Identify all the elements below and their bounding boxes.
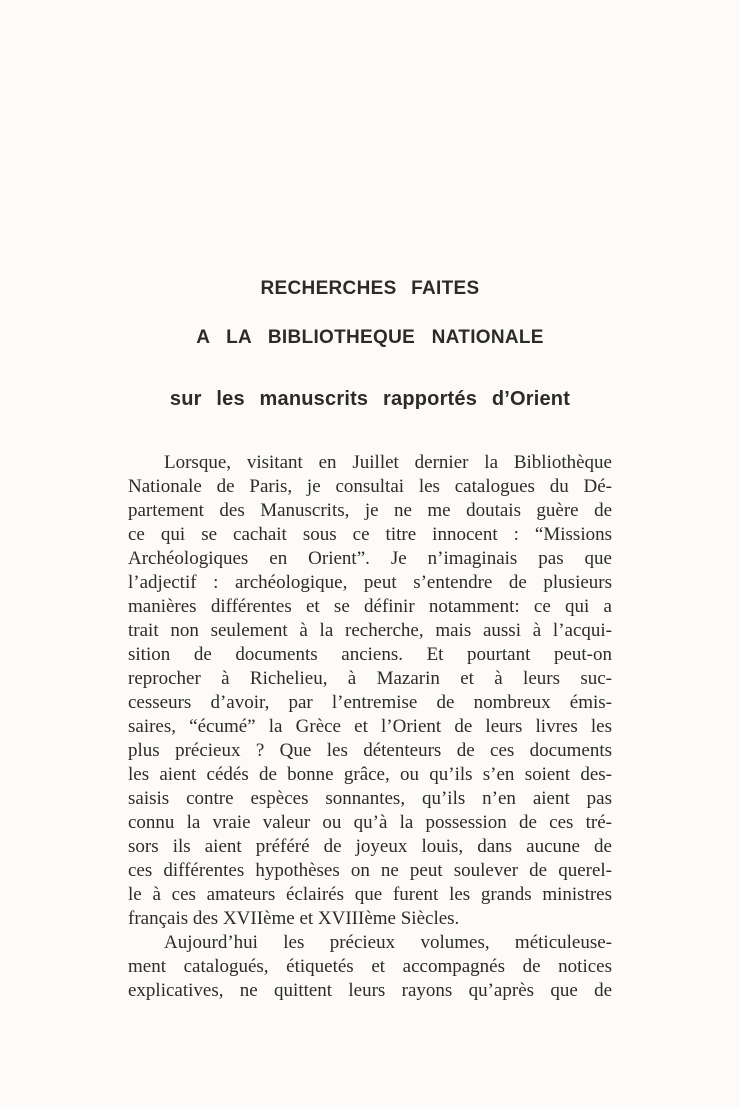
body-line: ment catalogués, étiquetés et accompagnés de notices — [128, 956, 612, 977]
page-title-line-2: A LA BIBLIOTHEQUE NATIONALE — [196, 327, 544, 348]
body-line: saisis contre espèces sonnantes, qu’ils n’en aient pas — [128, 788, 612, 809]
body-line: cesseurs d’avoir, par l’entremise de nombreux émis- — [128, 692, 612, 713]
page-title-line-1: RECHERCHES FAITES — [260, 278, 480, 299]
body-line: trait non seulement à la recherche, mais aussi à l’acqui- — [128, 620, 612, 641]
body-line: manières différentes et se définir notamment: ce qui a — [128, 596, 612, 617]
body-line: les aient cédés de bonne grâce, ou qu’ils s’en soient des- — [128, 764, 612, 785]
page-subtitle: sur les manuscrits rapportés d’Orient — [169, 388, 571, 410]
body-line: français des XVIIème et XVIIIème Siècles. — [128, 908, 460, 929]
body-text — [128, 451, 612, 1003]
body-line: plus précieux ? Que les détenteurs de ces documents — [128, 740, 612, 761]
body-line: le à ces amateurs éclairés que furent les grands ministres — [128, 884, 612, 905]
body-line: sors ils aient préféré de joyeux louis, dans aucune de — [128, 836, 612, 857]
body-line: ce qui se cachait sous ce titre innocent : “Missions — [128, 524, 612, 545]
body-line: Aujourd’hui les précieux volumes, méticuleuse- — [164, 932, 612, 953]
body-line: connu la vraie valeur ou qu’à la possession de ces tré- — [128, 812, 612, 833]
body-line: sition de documents anciens. Et pourtant peut-on — [128, 644, 612, 665]
body-line: reprocher à Richelieu, à Mazarin et à leurs suc- — [128, 668, 612, 689]
body-line: explicatives, ne quittent leurs rayons qu’après que de — [128, 980, 612, 1001]
body-line: saires, “écumé” la Grèce et l’Orient de leurs livres les — [128, 716, 612, 737]
body-line: Archéologiques en Orient”. Je n’imaginais pas que — [128, 548, 612, 569]
body-line: Nationale de Paris, je consultai les catalogues du Dé- — [128, 476, 612, 497]
body-line: partement des Manuscrits, je ne me doutais guère de — [128, 500, 612, 521]
body-line: ces différentes hypothèses on ne peut soulever de querel- — [128, 860, 612, 881]
heading-block — [128, 278, 612, 411]
body-line: l’adjectif : archéologique, peut s’entendre de plusieurs — [128, 572, 612, 593]
body-line: Lorsque, visitant en Juillet dernier la Bibliothèque — [164, 452, 612, 473]
